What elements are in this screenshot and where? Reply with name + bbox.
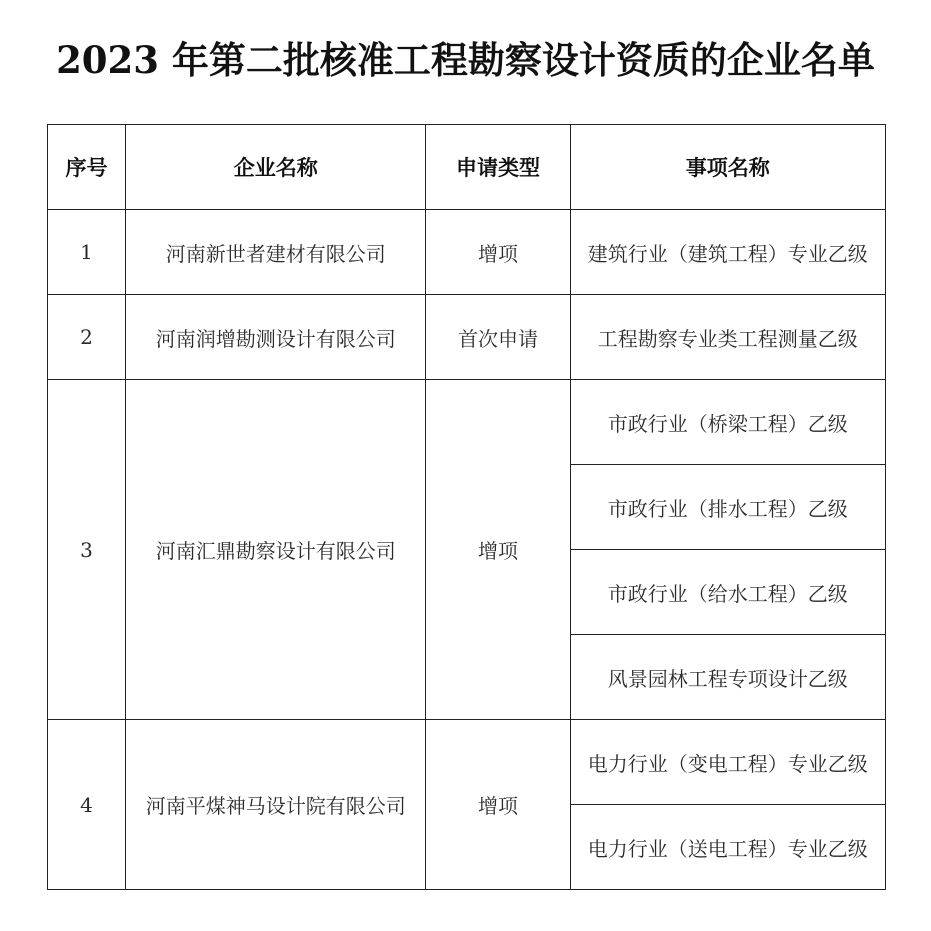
row-apply-type: 增项 (426, 210, 570, 295)
enterprise-table (47, 124, 886, 890)
row-item: 电力行业（送电工程）专业乙级 (570, 805, 885, 890)
table-header-row (48, 125, 886, 210)
row-company: 河南润增勘测设计有限公司 (126, 295, 426, 380)
row-item: 市政行业（给水工程）乙级 (570, 550, 885, 635)
table-row (48, 720, 886, 805)
row-index: 4 (48, 720, 126, 890)
row-item: 风景园林工程专项设计乙级 (570, 635, 885, 720)
row-item: 建筑行业（建筑工程）专业乙级 (570, 210, 885, 295)
table-row (48, 210, 886, 295)
header-company: 企业名称 (126, 125, 426, 210)
row-item: 电力行业（变电工程）专业乙级 (570, 720, 885, 805)
row-item: 工程勘察专业类工程测量乙级 (570, 295, 885, 380)
row-company: 河南汇鼎勘察设计有限公司 (126, 380, 426, 720)
row-apply-type: 首次申请 (426, 295, 570, 380)
row-index: 3 (48, 380, 126, 720)
row-company: 河南新世者建材有限公司 (126, 210, 426, 295)
row-company: 河南平煤神马设计院有限公司 (126, 720, 426, 890)
header-item: 事项名称 (570, 125, 885, 210)
row-item: 市政行业（排水工程）乙级 (570, 465, 885, 550)
table-row (48, 380, 886, 465)
row-apply-type: 增项 (426, 380, 570, 720)
row-item: 市政行业（桥梁工程）乙级 (570, 380, 885, 465)
document-title: 2023 年第二批核准工程勘察设计资质的企业名单 (56, 38, 875, 82)
header-index: 序号 (48, 125, 126, 210)
row-apply-type: 增项 (426, 720, 570, 890)
row-index: 2 (48, 295, 126, 380)
table-row (48, 295, 886, 380)
header-apply-type: 申请类型 (426, 125, 570, 210)
row-index: 1 (48, 210, 126, 295)
